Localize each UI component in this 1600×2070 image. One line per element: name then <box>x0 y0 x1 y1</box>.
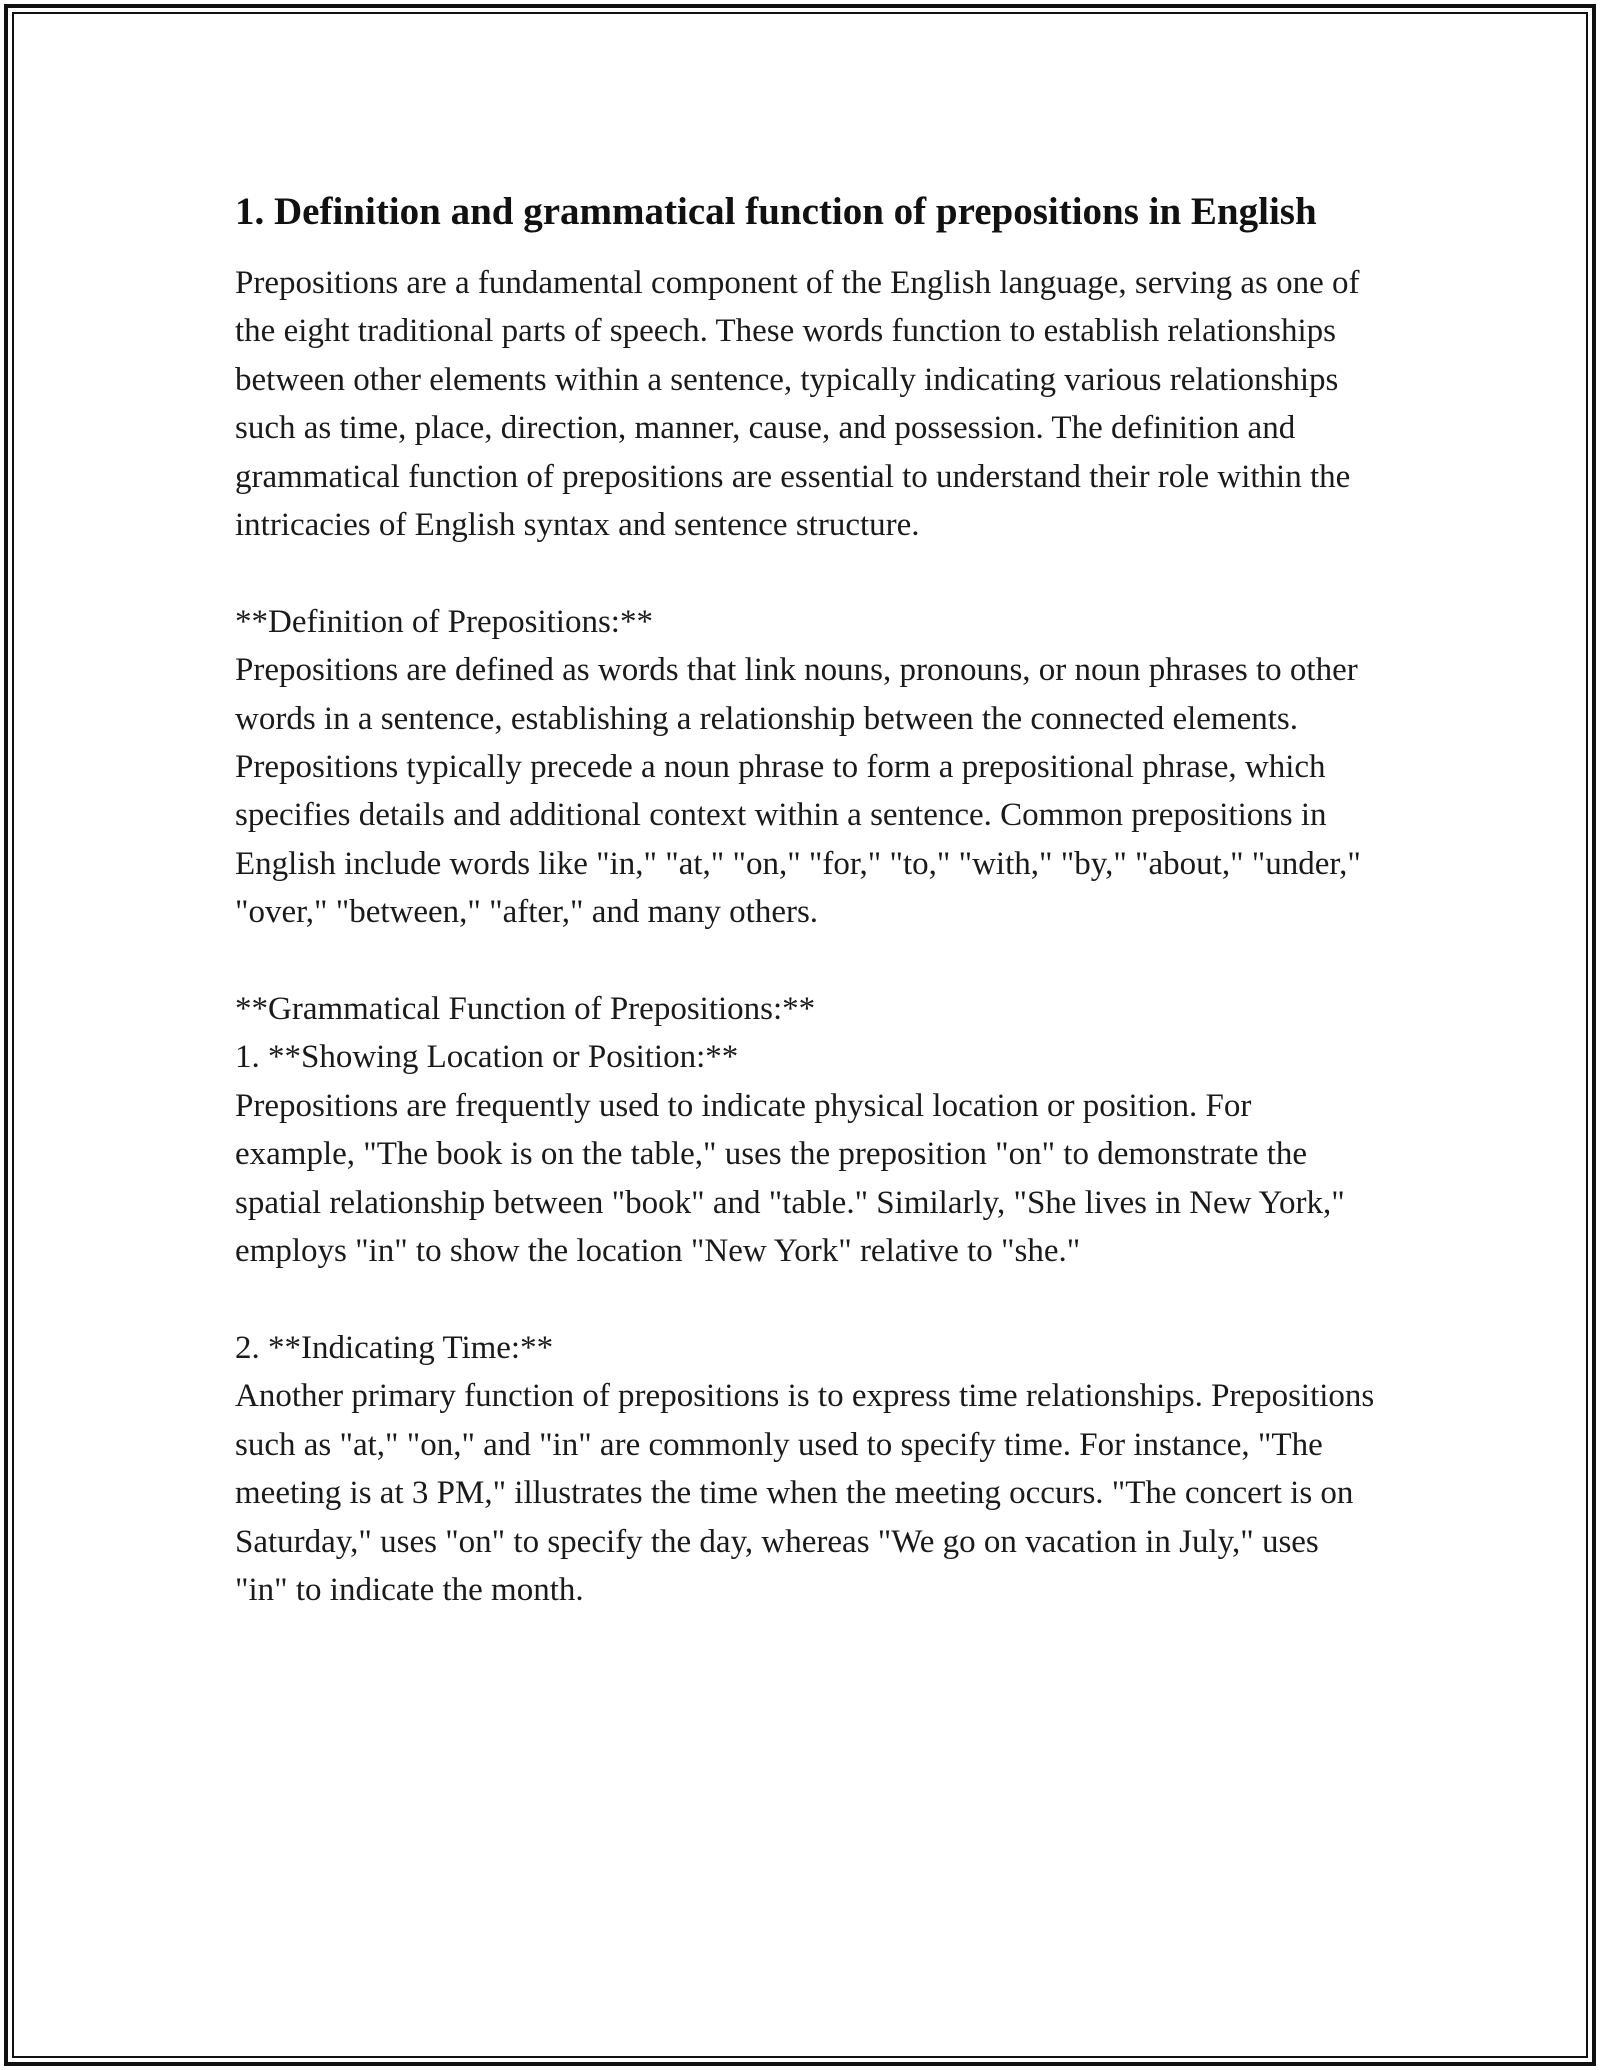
document-title: 1. Definition and grammatical function of prepositions in English <box>235 190 1317 233</box>
time-paragraph: Another primary function of prepositions is to express time relationships. Prepositions such as "at," "on," and "in" are commonly used to specify time. For instance, "The meeting is at 3 PM," illustrates the time when the meeting occurs. "The concert is on Saturday," uses "on" to specify the day, whereas "We go on vacation in July," uses "in" to indicate the month. <box>235 1378 1375 1608</box>
location-paragraph: Prepositions are frequently used to indicate physical location or position. For example, "The book is on the table," uses the preposition "on" to demonstrate the spatial relationship between "book" and "table." Similarly, "She lives in New York," employs "in" to show the location "New York" relative to "she." <box>235 1087 1345 1270</box>
function-heading: **Grammatical Function of Prepositions:** <box>235 991 816 1028</box>
document-body <box>235 184 1375 1614</box>
definition-paragraph: Prepositions are defined as words that link nouns, pronouns, or noun phrases to other words in a sentence, establishing a relationship between the connected elements. Prepositions typically precede a noun phrase to form a prepositional phrase, which specifies details and additional context within a sentence. Common prepositions in English include words like "in," "at," "on," "for," "to," "with," "by," "about," "under," "over," "between," "after," and many others. <box>235 652 1361 931</box>
time-heading: 2. **Indicating Time:** <box>235 1329 554 1366</box>
paragraph-spacer <box>235 1276 1375 1324</box>
definition-heading: **Definition of Prepositions:** <box>235 603 653 640</box>
intro-paragraph: Prepositions are a fundamental component of the English language, serving as one of the eight traditional parts of speech. These words function to establish relationships between other elements within a sentence, typically indicating various relationships such as time, place, direction, manner, cause, and possession. The definition and grammatical function of prepositions are essential to understand their role within the intricacies of English syntax and sentence structure. <box>235 265 1360 544</box>
paragraph-spacer <box>235 549 1375 597</box>
location-heading: 1. **Showing Location or Position:** <box>235 1039 739 1076</box>
paragraph-spacer <box>235 937 1375 985</box>
